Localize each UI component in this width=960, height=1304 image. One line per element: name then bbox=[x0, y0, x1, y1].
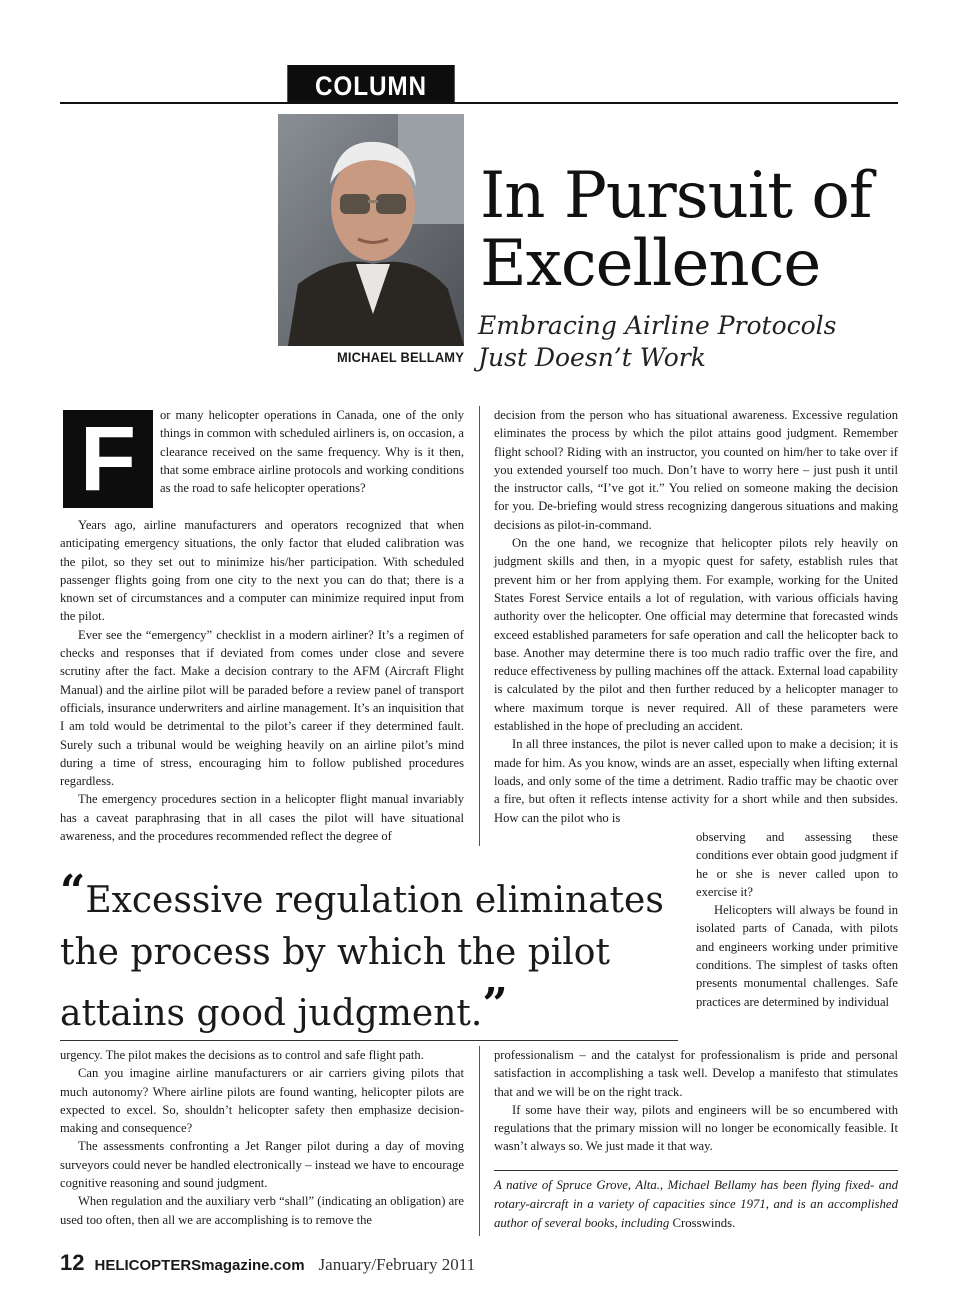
left-column-top bbox=[60, 516, 464, 845]
magazine-site: HELICOPTERSmagazine.com bbox=[94, 1257, 305, 1274]
author-photo bbox=[278, 114, 464, 346]
column-divider-bottom bbox=[479, 1046, 480, 1236]
open-quote-mark: “ bbox=[60, 866, 86, 917]
top-rule bbox=[60, 102, 898, 104]
body-paragraph: The assessments confronting a Jet Ranger pilot during a day of moving surveyors could never be handled electronically – instead we have to encourage cognitive reasoning and sound judgment. bbox=[60, 1139, 464, 1191]
drop-cap: F bbox=[63, 410, 153, 508]
body-paragraph: decision from the person who has situational awareness. Excessive regulation eliminates the process by which the pilot attains good judgment. Remember flight school? Riding with an instructor, you counted on him/her to take over if you extended yourself too much. Don’t have to worry here – just push it until the instructor calls, “I’ve got it.” You relied on someone making the decision for you. De-briefing would stress recognizing dangerous situations and making decisions as pilot-in-command. bbox=[494, 408, 898, 532]
body-paragraph: Ever see the “emergency” checklist in a modern airliner? It’s a regimen of checks and responses that if deviated from comes under close and severe scrutiny after the fact. Make a decision contrary to the AFM (Aircraft Flight Manual) and the airline pilot will be paraded before a review panel of transport officials, insurance underwriters and airline management. It’s an inquisition that I am told would be detrimental to the pilot’s career if they determined fault. Surely such a tribunal would be weighing heavily on an airline pilot’s mind during a time of stress, encouraging him to follow published procedures regardless. bbox=[60, 627, 464, 789]
body-paragraph: professionalism – and the catalyst for professionalism is pride and personal satisfaction in accomplishing a task well. Develop a manifesto that stimulates that and we will be on the right track. bbox=[494, 1048, 898, 1099]
subtitle-line-2: Just Doesn’t Work bbox=[478, 343, 706, 372]
body-paragraph: The emergency procedures section in a helicopter flight manual invariably has a caveat paraphrasing that in all cases the pilot will have situational awareness, and the procedures recommended reflect the degree of bbox=[60, 792, 464, 844]
title-line-2: Excellence bbox=[480, 227, 821, 301]
pull-quote-rule bbox=[60, 1040, 678, 1041]
page-footer bbox=[60, 1250, 475, 1280]
issue-date: January/February 2011 bbox=[318, 1255, 476, 1274]
column-divider-top bbox=[479, 406, 480, 846]
bio-text: A native of Spruce Grove, Alta., Michael Bellamy has been flying fixed- and rotary-aircraft in a variety of capacities since 1971, and is an accomplished author of several books, including bbox=[494, 1178, 898, 1230]
body-paragraph: observing and assessing these conditions ever obtain good judgment if he or she is never called upon to exercise it? bbox=[696, 830, 898, 899]
right-column-top bbox=[494, 406, 898, 827]
bio-rule bbox=[494, 1170, 898, 1171]
lead-text: or many helicopter operations in Canada, one of the only things in common with scheduled airliners is, on occasion, a clearance received on the same frequency. Why is it then, that some embrace airline protocols and working conditions as the road to safe helicopter operations? bbox=[160, 408, 464, 496]
pull-quote bbox=[60, 866, 680, 1040]
bio-book-title: Crosswinds. bbox=[672, 1216, 736, 1230]
right-column-bottom bbox=[494, 1046, 898, 1156]
subtitle-line-1: Embracing Airline Protocols bbox=[478, 311, 837, 340]
pull-quote-text: Excessive regulation eliminates the process by which the pilot attains good judgment. bbox=[60, 880, 664, 1034]
article-subtitle bbox=[478, 310, 918, 374]
body-paragraph: urgency. The pilot makes the decisions as to control and safe flight path. bbox=[60, 1048, 424, 1062]
title-line-1: In Pursuit of bbox=[480, 159, 872, 233]
article-title bbox=[480, 159, 920, 301]
body-paragraph: Helicopters will always be found in isolated parts of Canada, with pilots and engineers working under primitive conditions. The simplest of tasks often presents monumental challenges. Safe practices are determined by individual bbox=[696, 903, 898, 1009]
author-name: MICHAEL BELLAMY bbox=[336, 349, 464, 365]
body-paragraph: If some have their way, pilots and engineers will be so encumbered with regulations that the primary mission will no longer be economically feasible. It wasn’t always so. We just made it that way. bbox=[494, 1102, 898, 1154]
author-portrait-icon bbox=[278, 114, 464, 346]
left-column-bottom bbox=[60, 1046, 464, 1229]
right-column-narrow bbox=[696, 828, 898, 1011]
body-paragraph: Years ago, airline manufacturers and operators recognized that when anticipating emergency situations, the only factor that eluded calibration was the pilot, so they set out to minimize his/her participation. With scheduled passenger flights going from one city to the next you can do that; there is a known set of circumstances and a computer can minimize required input from the pilot. bbox=[60, 518, 464, 624]
body-paragraph: In all three instances, the pilot is never called upon to make a decision; it is made for him. As you know, winds are an asset, especially when lifting external loads, and only some of the time a detriment. Radio traffic may be chaotic over a fire, but often it reflects intense activity for a short while and then subsides. How can the pilot who is bbox=[494, 737, 898, 825]
body-paragraph: When regulation and the auxiliary verb “shall” (indicating an obligation) are used too often, then all we are accomplishing is to remove the bbox=[60, 1194, 464, 1227]
author-bio bbox=[494, 1176, 898, 1233]
page-number: 12 bbox=[60, 1250, 85, 1275]
lead-paragraph bbox=[160, 406, 464, 497]
close-quote-mark: ” bbox=[482, 979, 508, 1030]
body-paragraph: On the one hand, we recognize that helicopter pilots rely heavily on judgment skills and then, in a myopic quest for safety, establish rules that prevent him or her from applying them. For example, working for the United States Forest Service entails a lot of regulation, with various officials having authority over the helicopter. One official may determine that forecasted winds exceed established parameters for safe operation and call the helicopter back to base. Another may determine there is too much radio traffic over the fire, and reduce effectiveness by pulling machines off the attack. External load capability is calculated by the pilot and then further reduced by a helicopter manager to where maximum torque is never required. All of these parameters were established in the hope of precluding an accident. bbox=[494, 536, 898, 734]
body-paragraph: Can you imagine airline manufacturers or air carriers giving pilots that much autonomy? Where airline pilots are found wanting, helicopter pilots are expected to excel. So, shouldn’t helicopter safety then emphasize decision-making and consequence? bbox=[60, 1066, 464, 1136]
section-tag: COLUMN bbox=[287, 65, 454, 103]
